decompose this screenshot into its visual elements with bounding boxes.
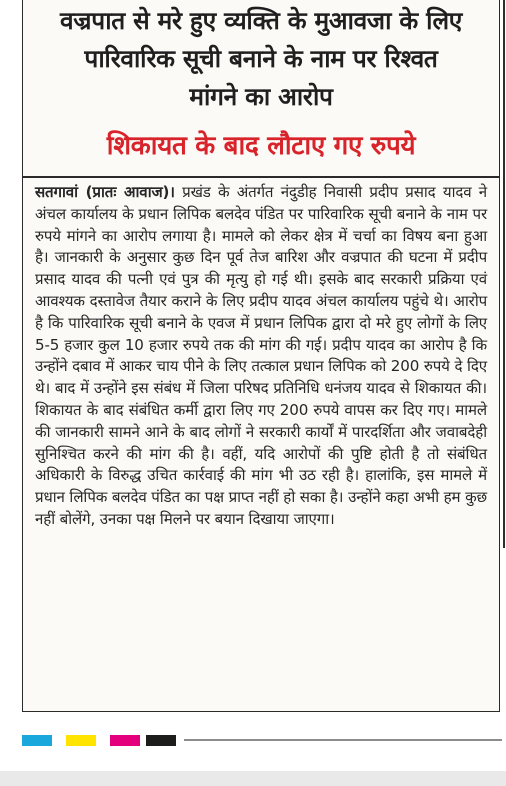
headline-line: मांगने का आरोप xyxy=(189,82,333,111)
color-registration-bar xyxy=(22,735,502,746)
dateline: सतगावां (प्रातः आवाज)। xyxy=(35,183,175,201)
headline-divider xyxy=(23,176,499,178)
news-clipping xyxy=(22,0,500,712)
cyan-swatch xyxy=(22,735,52,746)
black-swatch xyxy=(146,735,176,746)
column-rule xyxy=(503,0,505,548)
subheadline: शिकायत के बाद लौटाए गए रुपये xyxy=(106,131,416,161)
page-edge xyxy=(0,771,506,786)
article-text: प्रखंड के अंतर्गत नंदुडीह निवासी प्रदीप प्रसाद यादव ने अंचल कार्यालय के प्रधान लिपिक बलदेव पंडित पर पारिवारिक सूची बनाने के नाम पर रुपये मांगने का आरोप लगाया है। मामले को लेकर क्षेत्र में चर्चा का विषय बना हुआ है। जानकारी के अनुसार कुछ दिन पूर्व तेज बारिश और वज्रपात की घटना में प्रदीप प्रसाद यादव की पत्नी एवं पुत्र की मृत्यु हो गई थी। इसके बाद सरकारी प्रक्रिया एवं आवश्यक दस्तावेज तैयार कराने के लिए प्रदीप यादव अंचल कार्यालय पहुंचे थे। आरोप है कि पारिवारिक सूची बनाने के एवज में प्रधान लिपिक द्वारा दो मरे हुए लोगों के लिए 5-5 हजार कुल 10 हजार रुपये तक की मांग की गई। प्रदीप यादव का आरोप है कि उन्होंने दबाव में आकर चाय पीने के लिए तत्काल प्रधान लिपिक को 200 रुपये दे दिए थे। बाद में उन्होंने इस संबंध में जिला परिषद प्रतिनिधि धनंजय यादव से शिकायत की। शिकायत के बाद संबंधित कर्मी द्वारा लिए गए 200 रुपये वापस कर दिए गए। मामले की जानकारी सामने आने के बाद लोगों ने सरकारी कार्यों में पारदर्शिता और जवाबदेही सुनिश्चित करने की मांग की है। वहीं, यदि आरोपों की पुष्टि होती है तो संबंधित अधिकारी के विरुद्ध उचित कार्रवाई की मांग भी उठ रही है। हालांकि, इस मामले में प्रधान लिपिक बलदेव पंडित का पक्ष प्राप्त नहीं हो सका है। उन्होंने कहा अभी हम कुछ नहीं बोलेंगे, उनका पक्ष मिलने पर बयान दिखाया जाएगा। xyxy=(35,183,487,528)
yellow-swatch xyxy=(66,735,96,746)
headline xyxy=(23,2,499,116)
headline-line: पारिवारिक सूची बनाने के नाम पर रिश्वत xyxy=(84,44,438,73)
magenta-swatch xyxy=(110,735,140,746)
headline-line: वज्रपात से मरे हुए व्यक्ति के मुआवजा के लिए xyxy=(59,6,463,35)
registration-line xyxy=(184,739,502,741)
article-body xyxy=(35,182,487,531)
